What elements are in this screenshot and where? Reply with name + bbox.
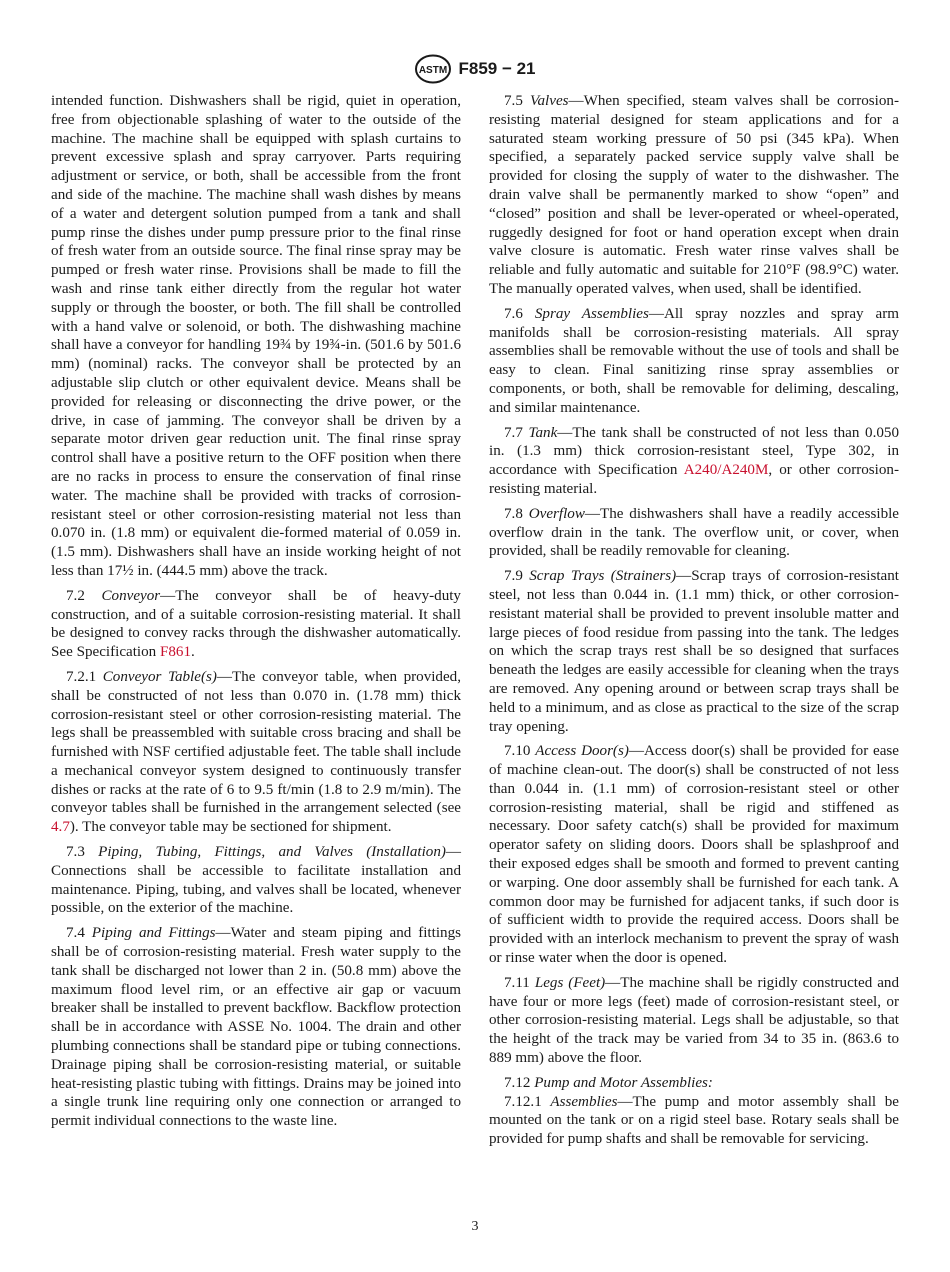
left-column [51,92,461,1137]
section-7-2-1: 7.2.1 Conveyor Table(s)—The conveyor table, when provided, shall be constructed of not less than 0.070 in. (1.78 mm) thick corrosion-resistant steel or other corrosion-resisting material. The legs shall be preassembled with suitable cross bracing and shall be furnished with NSF certified adjustable feet. The table shall include a mechanical conveyor system designed to continuously transfer dishes or racks at the rate of 6 to 9.5 ft/min (1.8 to 2.9 m/min). The conveyor tables shall be furnished in the arrangement selected (see 4.7). The conveyor table may be sectioned for shipment. [51,668,462,836]
section-title: Spray Assemblies [534,305,649,322]
section-7-6: 7.6 Spray Assemblies—All spray nozzles and spray arm manifolds shall be corrosion-resisting materials. All spray assemblies shall be removable without the use of tools and shall be easy to clean. Final sanitizing rinse spray assemblies or components, or both, shall be removable for deliming, descaling, and similar maintenance. [489,305,900,416]
section-title: Access Door(s) [535,743,629,760]
section-7-8: 7.8 Overflow—The dishwashers shall have a readily accessible overflow drain in the tank. The overflow unit, or cover, when provided, shall be readily removable for cleaning. [489,505,900,560]
section-title: Tank [528,424,558,441]
section-7-10: 7.10 Access Door(s)—Access door(s) shall be provided for ease of machine clean-out. The door(s) shall be constructed of not less than 0.044 in. (1.1 mm) of corrosion-resistant steel or other corrosion-resisting material, shall be rigid and stiffened as necessary. Door safety catch(s) shall be provided for maximum operator safety on sliding doors. Doors shall be splashproof and their exposed edges shall be smooth and formed to prevent canting or warping. One door assembly shall be furnished for each tank. A common door may be furnished for adjacent tanks, if such door is of sufficient width to provide the required access. Doors shall be provided with an interlock mechanism to prevent the spray of wash or rinse water when the door is opened. [489,743,899,967]
link-f861[interactable]: F861 [159,644,192,661]
section-title: Conveyor Table(s) [102,668,217,685]
section-7-11: 7.11 Legs (Feet)—The machine shall be rigidly constructed and have four or more legs (feet) made of corrosion-resistant steel, or other corrosion-resisting material. Legs shall be adjustable, so that the height of the track may be varied from 34 to 35 in. (863.6 to 889 mm) above the floor. [489,974,899,1067]
right-column [489,92,899,1155]
section-title: Assemblies [550,1093,618,1110]
section-title: Pump and Motor Assemblies: [534,1074,713,1091]
section-7-7: 7.7 Tank—The tank shall be constructed of not less than 0.050 in. (1.3 mm) thick corrosion-resistant steel, Type 302, in accordance with Specification A240/A240M, or other corrosion-resisting material. [489,424,899,497]
page-number: 3 [471,1219,479,1234]
section-title: Valves [529,93,569,109]
logo-text: ASTM [419,65,448,76]
astm-logo-icon [414,54,452,84]
section-title: Piping and Fittings [91,925,216,942]
section-7-5: 7.5 Valves—When specified, steam valves shall be corrosion-resisting material designed for steam applications and for a saturated steam working pressure of 50 psi (345 kPa). When specified, a separately packed service supply valve shall be provided for closing the supply of water to the dishwasher. The drain valve shall be permanently marked to show “open” and “closed” position and shall be lever-operated or wheel-operated, ruggedly designed for foot or hand operation except when drain valve closure is automatic. Fresh water rinse valves shall be reliable and fully automatic and suitable for 210°F (98.9°C) water. The manually operated valves, when used, shall be identified. [489,93,899,297]
link-4-7[interactable]: 4.7 [51,819,70,836]
section-title: Scrap Trays (Strainers) [529,568,677,585]
link-a240[interactable]: A240/A240M [683,462,769,479]
section-7-9: 7.9 Scrap Trays (Strainers)—Scrap trays of corrosion-resistant steel, not less than 0.044 in. (1.1 mm) thick, or other corrosion-resistant material shall be provided to prevent insoluble matter and large pieces of food residue from passing into the tank. The ledges on which the scrap trays rest shall be so designed that surfaces beneath the ledges are easily accessible for cleaning when the trays are removed. Any opening around or between scrap trays shall be held to a minimum, and as close as practical to the size of the scrap tray opening. [489,568,899,735]
section-title: Piping, Tubing, Fittings, and Valves (Installation) [98,844,446,861]
section-title: Legs (Feet) [534,974,606,991]
section-title: Conveyor [101,587,161,604]
section-7-2: 7.2 Conveyor—The conveyor shall be of heavy-duty construction, and of a suitable corrosion-resisting material. It shall be designed to convey racks through the dishwasher automatically. See Specification F861. [51,587,461,661]
section-7-12: 7.12 Pump and Motor Assemblies: [504,1074,713,1091]
section-7-4: 7.4 Piping and Fittings—Water and steam piping and fittings shall be of corrosion-resisting material. Fresh water supply to the tank shall be discharged not lower than 2 in. (50.8 mm) above the maximum flood level rim, or an effective air gap or vacuum breaker shall be installed to prevent backflow. Backflow protection shall be in accordance with ASSE No. 1004. The drain and other plumbing connections shall be standard pipe or tubing connections. Drainage piping shall be corrosion-resisting material, or suitable heat-resisting plastic tubing with fittings. Drains may be joined into a single trunk line requiring only one connection or arranged to permit individual connections to the waste line. [51,925,461,1130]
standard-designation: F859 − 21 [458,59,536,78]
section-7-12-1: 7.12.1 Assemblies—The pump and motor assembly shall be mounted on the tank or on a rigid steel base. Rotary seals shall be provided for pump shafts and shall be removable for servicing. [489,1093,899,1148]
section-7-3: 7.3 Piping, Tubing, Fittings, and Valves (Installation)—Connections shall be accessible to facilitate installation and maintenance. Piping, tubing, and valves shall be located, whenever possible, on the exterior of the machine. [51,844,461,917]
section-title: Overflow [528,505,585,522]
page-header [0,54,950,84]
paragraph-continued: intended function. Dishwashers shall be rigid, quiet in operation, free from objectionable splashing of water to the outside of the machine. The machine shall be equipped with splash curtains to prevent excessive splash and spray carryover. Parts requiring adjustment or service, or both, shall be accessible from the front and side of the machine. The machine shall wash dishes by means of a water and detergent solution pumped from a tank and shall pump rinse the dishes under pump pressure prior to the final rinse of fresh water from an outside source. The final rinse spray may be pumped or fresh water rinse. Provisions shall be made to fill the wash and rinse tank either directly from the regular hot water supply or through the booster, or both. The fill shall be controlled with a hand valve or solenoid, or both. The dishwashing machine shall have a conveyor for handling 19¾ by 19¾-in. (501.6 by 501.6 mm) (nominal) racks. The conveyor shall be protected by an adjustable slip clutch or other equivalent device. Means shall be provided for releasing or disconnecting the drive power, or the drive, in case of jamming. The conveyor shall be driven by a separate motor driven gear reduction unit. The final rinse spray control shall have a positive return to the OFF position when there are no racks in process to ensure the conservation of final rinse water. The machine shall be provided with tracks of corrosion-resistant steel or other corrosion-resisting material not less than 0.070 in. (1.8 mm) or equivalent die-formed material of 0.059 in. (1.5 mm). Dishwashers shall have an inside working height of not less than 17½ in. (444.5 mm) above the track. [51,93,461,579]
